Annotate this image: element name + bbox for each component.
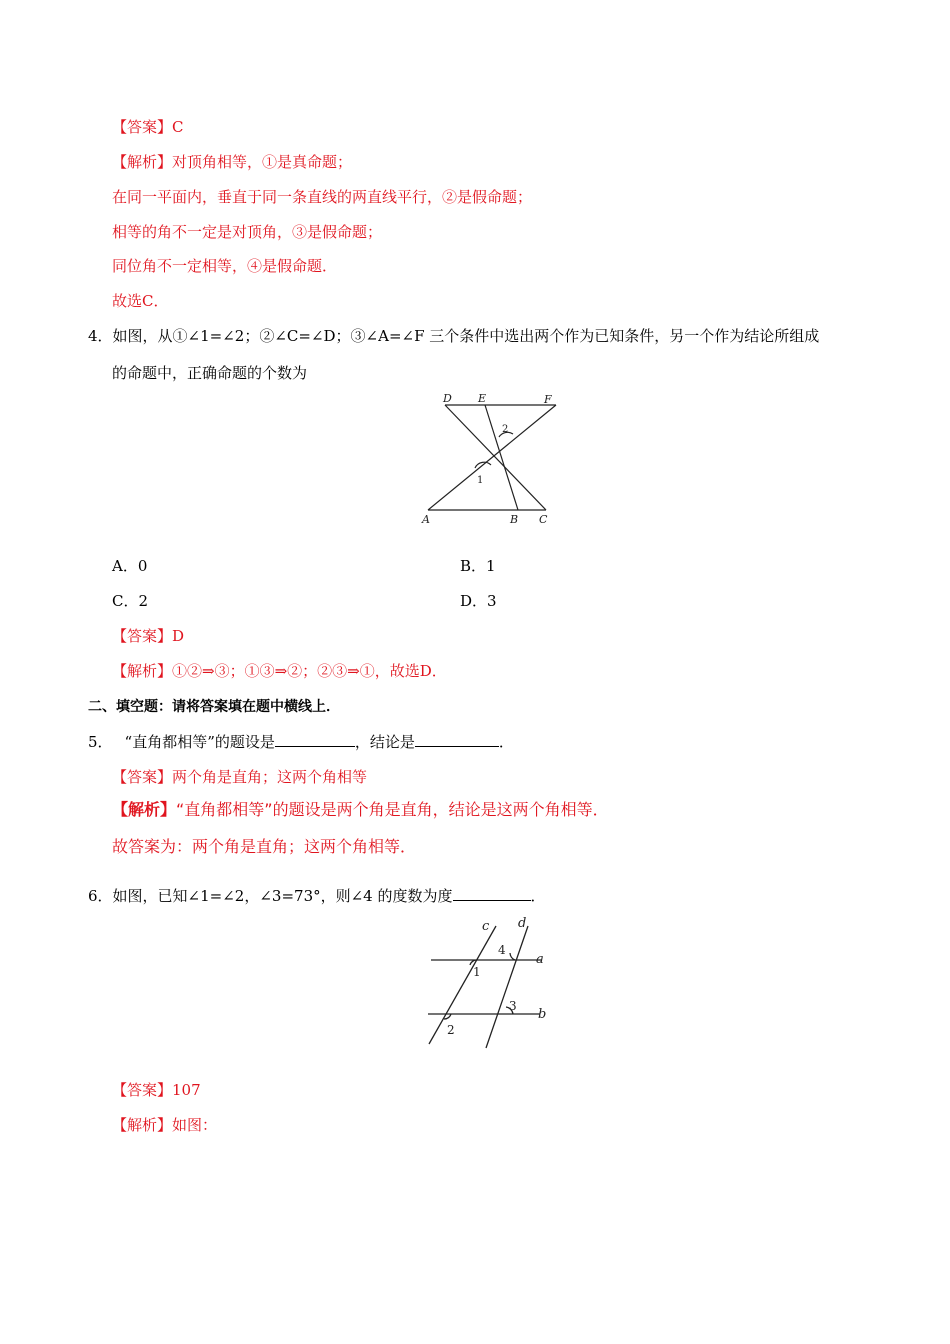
- q3-analysis-line-4: 同位角不一定相等，④是假命题．: [112, 257, 338, 275]
- q6-figure: [420, 912, 560, 1052]
- line-eb: [485, 405, 518, 510]
- q3-analysis-line-5: 故选C．: [112, 292, 169, 310]
- line-af: [428, 405, 556, 510]
- label-e: E: [478, 392, 487, 405]
- answer-blank-1: [275, 732, 355, 747]
- answer-blank-2: [415, 732, 499, 747]
- question-number: 4．: [88, 327, 113, 345]
- label-a: a: [536, 952, 544, 967]
- line-dc: [445, 405, 546, 510]
- label-angle-2: 2: [502, 424, 509, 435]
- q5-answer: [112, 767, 367, 787]
- q5-question: 5． “直角都相等”的题设是 ，结论是 ．: [88, 733, 514, 751]
- label-c: c: [482, 919, 490, 934]
- q3-analysis-line-2: 在同一平面内，垂直于同一条直线的两直线平行，②是假命题；: [112, 188, 533, 206]
- q3-analysis-line-1: 【解析】对顶角相等，①是真命题；: [112, 153, 353, 171]
- label-angle-1: 1: [477, 475, 484, 486]
- label-angle-4: 4: [498, 943, 506, 957]
- q4-option-b: B．1: [460, 557, 496, 575]
- answer-label: 【答案】: [112, 1081, 173, 1099]
- answer-value: D: [172, 627, 185, 645]
- q4-option-d: D．3: [460, 592, 497, 610]
- answer-label: 【答案】: [112, 768, 173, 786]
- q5-analysis: 【解析】“直角都相等”的题设是两个角是直角，结论是这两个角相等．: [112, 800, 609, 819]
- q4-question-line-2: 的命题中，正确命题的个数为: [112, 364, 308, 382]
- label-d: d: [518, 916, 527, 931]
- q4-answer: [112, 626, 184, 646]
- label-b: B: [510, 513, 519, 526]
- q6-question: 6．如图，已知∠1=∠2，∠3=73°，则∠4 的度数为度 ．: [88, 887, 546, 905]
- q6-analysis: 【解析】如图：: [112, 1116, 218, 1134]
- answer-value: C: [172, 118, 184, 136]
- angle-4-arc: [510, 953, 515, 960]
- question-number: 6．: [88, 887, 113, 905]
- answer-blank: [453, 886, 531, 901]
- label-angle-3: 3: [509, 999, 517, 1013]
- q4-question-line-1: 4．如图，从①∠1=∠2；②∠C=∠D；③∠A=∠F 三个条件中选出两个作为已知条件，另一个作为结论所组成: [88, 327, 820, 345]
- answer-label: 【答案】: [112, 627, 173, 645]
- label-f: F: [544, 393, 552, 406]
- q4-option-c: C．2: [112, 592, 149, 610]
- answer-value: 两个角是直角；这两个角相等: [172, 768, 368, 786]
- q3-analysis-line-3: 相等的角不一定是对顶角，③是假命题；: [112, 223, 383, 241]
- question-number: 5．: [88, 733, 113, 751]
- q4-figure: [416, 388, 566, 530]
- analysis-label: 【解析】: [112, 800, 177, 819]
- label-a: A: [422, 513, 430, 526]
- analysis-label: 【解析】: [112, 662, 173, 680]
- line-c: [429, 926, 496, 1044]
- analysis-label: 【解析】: [112, 153, 173, 171]
- label-c: C: [539, 513, 548, 526]
- label-b: b: [538, 1007, 547, 1022]
- answer-value: 107: [172, 1081, 201, 1099]
- line-d: [486, 926, 528, 1048]
- q4-analysis: 【解析】①②⇒③；①③⇒②；②③⇒①，故选D．: [112, 662, 447, 680]
- analysis-label: 【解析】: [112, 1116, 173, 1134]
- q5-conclusion: 故答案为：两个角是直角；这两个角相等．: [112, 837, 417, 856]
- answer-label: 【答案】: [112, 118, 173, 136]
- label-angle-1: 1: [473, 965, 481, 979]
- label-d: D: [443, 392, 452, 405]
- label-angle-2: 2: [447, 1023, 455, 1037]
- section-title: 二、填空题：请将答案填在题中横线上．: [88, 699, 340, 715]
- q3-answer: [112, 117, 184, 137]
- q6-answer: [112, 1080, 201, 1100]
- q4-option-a: A．0: [112, 557, 148, 575]
